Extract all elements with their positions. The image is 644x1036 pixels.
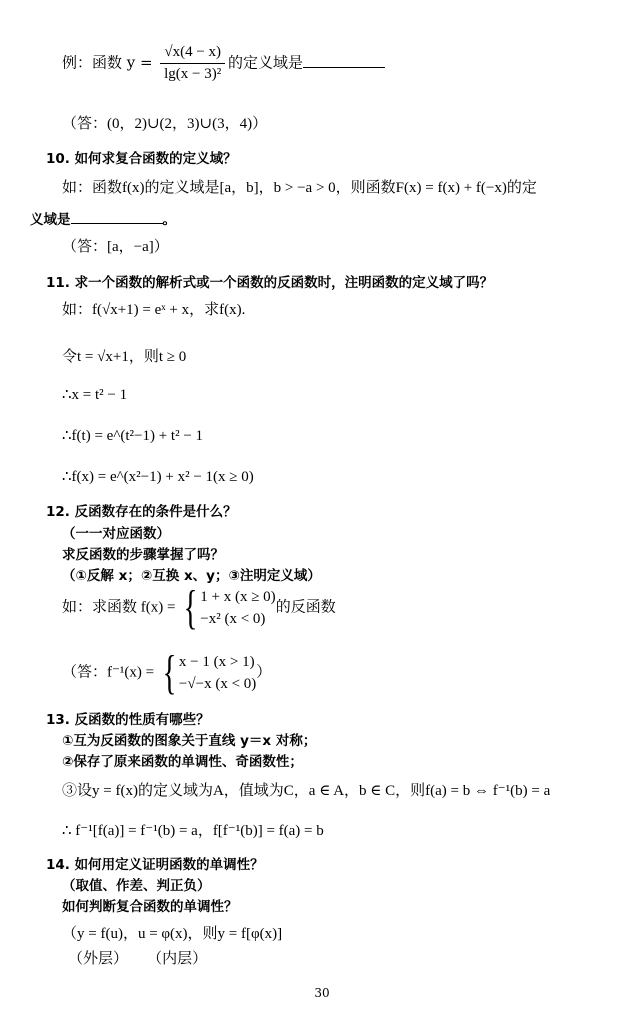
q12-example	[62, 581, 336, 634]
q11-heading: 11. 求一个函数的解析式或一个函数的反函数时，注明函数的定义域了吗？	[46, 275, 494, 291]
q12-ans-case1: x − 1 (x > 1)	[178, 654, 255, 670]
left-brace-icon: {	[183, 581, 198, 634]
q12-answer-suffix: ）	[256, 664, 272, 681]
q10-example-line2	[30, 208, 176, 228]
q14-formula: （y = f(u)，u = φ(x)，则y = f[φ(x)]	[62, 926, 283, 942]
q13-prop3b: ∴ f⁻¹[f(a)] = f⁻¹(b) = a，f[f⁻¹(b)] = f(a) = b	[62, 823, 324, 839]
q14-heading: 14. 如何用定义证明函数的单调性？	[46, 857, 264, 873]
q12-ans-case2: −√−x (x < 0)	[178, 676, 257, 692]
q12-example-suffix: 的反函数	[275, 599, 336, 616]
q13-prop2: ②保存了原来函数的单调性、奇函数性；	[62, 754, 303, 770]
ex9-numerator: √x(4 − x)	[160, 44, 225, 64]
q10-line2-end: 。	[162, 212, 176, 228]
ex9-answer-blank	[303, 67, 385, 68]
ex9-fraction	[160, 44, 225, 83]
q14-line2: （取值、作差、判正负）	[62, 878, 211, 894]
q13-prop3: ③设y = f(x)的定义域为A，值域为C，a ∈ A，b ∈ C，则f(a) = b ⇔ f⁻¹(b) = a	[62, 783, 551, 799]
q11-example: 如：f(√x+1) = eˣ + x，求f(x).	[62, 302, 246, 318]
q12-answer-piecewise	[158, 646, 257, 699]
page-number: 30	[314, 986, 330, 1000]
q13-prop1: ①互为反函数的图象关于直线 y＝x 对称；	[62, 733, 317, 749]
q12-case1: 1 + x (x ≥ 0)	[200, 589, 276, 605]
q12-line4: （①反解 x；②互换 x、y；③注明定义域）	[62, 568, 321, 584]
q12-piecewise	[179, 581, 276, 634]
q12-answer	[62, 646, 272, 699]
q12-example-prefix: 如：求函数 f(x) =	[62, 599, 180, 616]
ex9-denominator: lg(x − 3)²	[164, 66, 222, 82]
ex9-answer: （答：(0，2)∪(2，3)∪(3，4)）	[62, 116, 268, 132]
q10-line2-text: 义域是	[30, 212, 71, 228]
q12-line3: 求反函数的步骤掌握了吗？	[62, 547, 224, 563]
q13-heading: 13. 反函数的性质有哪些？	[46, 712, 210, 728]
q12-case2: −x² (x < 0)	[200, 611, 266, 627]
q12-heading: 12. 反函数存在的条件是什么？	[46, 504, 237, 520]
q10-example-line1: 如：函数f(x)的定义域是[a，b]，b > −a > 0，则函数F(x) = f(x) + f(−x)的定	[62, 180, 537, 196]
left-brace-icon: {	[162, 646, 177, 699]
q14-line3: 如何判断复合函数的单调性？	[62, 899, 238, 915]
ex9-line	[62, 44, 385, 83]
q14-labels: （外层） （内层）	[68, 949, 208, 967]
ex9-suffix: 的定义域是	[228, 53, 304, 72]
q10-answer: （答：[a，−a]）	[62, 239, 169, 255]
q10-heading: 10. 如何求复合函数的定义域？	[46, 151, 237, 167]
q12-answer-prefix: （答：f⁻¹(x) =	[62, 664, 158, 681]
q11-step3: ∴f(t) = e^(t²−1) + t² − 1	[62, 428, 204, 444]
q12-line2: （一一对应函数）	[62, 526, 170, 542]
ex9-prefix: 例：函数 y =	[62, 53, 158, 72]
q11-step1: 令t = √x+1，则t ≥ 0	[62, 349, 187, 365]
q11-step4: ∴f(x) = e^(x²−1) + x² − 1(x ≥ 0)	[62, 469, 254, 485]
q10-answer-blank	[71, 223, 163, 224]
q11-step2: ∴x = t² − 1	[62, 387, 128, 403]
